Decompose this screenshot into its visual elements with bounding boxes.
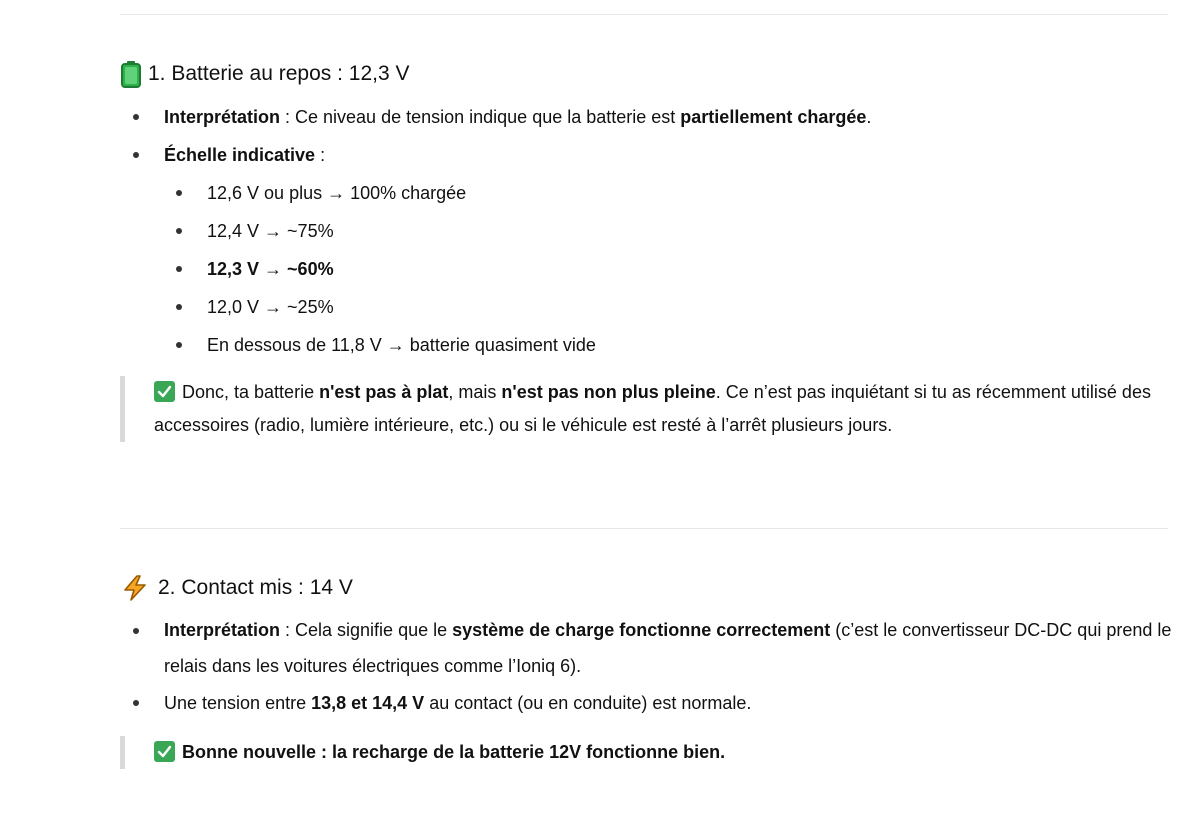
list-item [120,684,1180,722]
lightning-icon [120,574,150,602]
scale-item [164,250,1180,288]
section2-list [120,612,1180,722]
list-item [120,612,1180,684]
scale-item: 12,0 V → ~25% [164,288,1180,326]
item-text: au contact (ou en conduite) est normale. [424,693,752,713]
item-text: Une tension entre [164,693,312,713]
scale-label: Échelle indicative [164,145,316,165]
scale-item-highlight: 12,3 V → ~60% [207,259,334,279]
note-bold: n'est pas non plus pleine [501,382,716,402]
item-text: : Cela signifie que le [280,620,453,640]
section-battery-rest [120,56,1180,364]
item-bold: partiellement chargée [680,107,867,127]
list-item [120,136,1180,364]
divider-middle [120,528,1168,529]
interpretation-label: Interprétation [164,107,281,127]
note-text: Donc, ta batterie [182,382,320,402]
interpretation-label: Interprétation [164,620,281,640]
check-mark-icon [154,381,175,402]
item-text: : Ce niveau de tension indique que la batterie est [280,107,681,127]
blockquote-note-2 [120,736,1172,769]
scale-item: 12,4 V → ~75% [164,212,1180,250]
scale-item: 12,6 V ou plus → 100% chargée [164,174,1180,212]
section-ignition-on [120,570,1180,722]
scale-list [120,174,1180,364]
item-text: : [315,145,326,165]
blockquote-note-1 [120,376,1172,442]
note-bold: n'est pas à plat [319,382,449,402]
battery-icon [120,60,142,88]
list-item [120,98,1180,136]
section1-heading-text: 1. Batterie au repos : 12,3 V [148,62,410,85]
scale-item: En dessous de 11,8 V → batterie quasiment vide [164,326,1180,364]
note-text: . Ce n’est pas inquiétant si tu as récemment utilisé des accessoires (radio, lumière intérieure, etc.) ou si le véhicule est resté à l’arrêt plusieurs jours. [154,382,1151,435]
note-bold: Bonne nouvelle : la recharge de la batterie 12V fonctionne bien. [182,742,726,762]
divider-top [120,14,1168,15]
section2-heading-text: 2. Contact mis : 14 V [158,576,353,599]
item-bold: 13,8 et 14,4 V [311,693,425,713]
item-tail: . [866,107,872,127]
section2-heading [120,570,1180,606]
section1-heading [120,56,1180,92]
item-tail: (c’est le convertisseur DC-DC qui prend le relais dans les voitures électriques comme l’Ioniq 6). [164,620,1172,676]
item-bold: système de charge fonctionne correctement [452,620,831,640]
note-text: , mais [448,382,502,402]
check-mark-icon [154,741,175,762]
section1-list [120,98,1180,364]
